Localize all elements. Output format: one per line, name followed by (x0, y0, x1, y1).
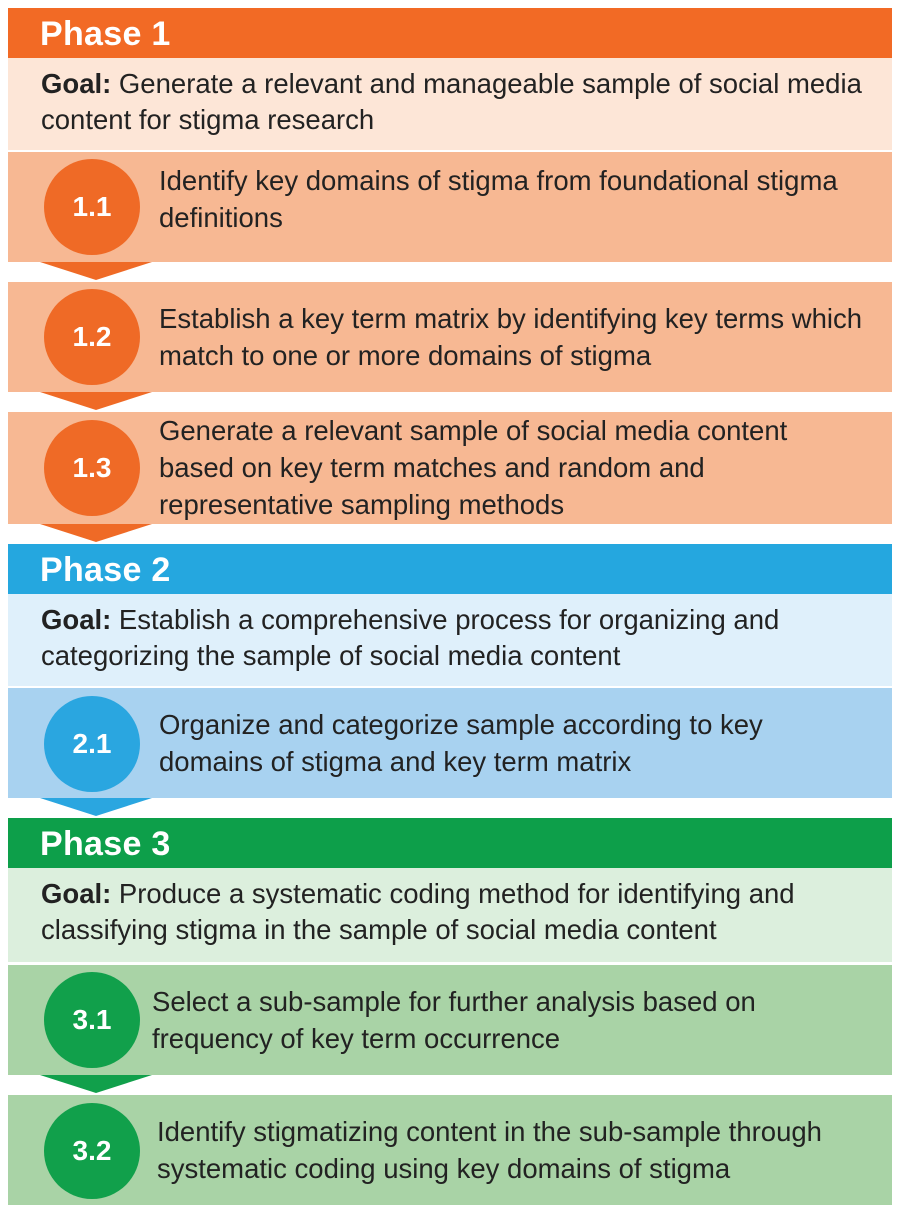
phase-2-title: Phase 2 (40, 551, 171, 589)
flow-arrow-icon (40, 798, 152, 816)
step-number-badge: 1.3 (44, 420, 140, 516)
step-1-3 (8, 412, 892, 524)
phase-2-goal (8, 594, 892, 686)
flow-arrow-icon (40, 262, 152, 280)
flow-arrow-icon (40, 1075, 152, 1093)
step-text: Select a sub-sample for further analysis based on frequency of key term occurrence (152, 986, 756, 1054)
step-text: Generate a relevant sample of social media content based on key term matches and random and representative sampling methods (159, 415, 788, 520)
step-text: Establish a key term matrix by identifying key terms which match to one or more domains of stigma (159, 303, 863, 371)
phase-1-header (8, 8, 892, 58)
phase-2-goal-text: Establish a comprehensive process for organizing and categorizing the sample of social media content (41, 604, 780, 671)
flow-arrow-icon (40, 524, 152, 542)
phase-2-goal-label: Goal: (41, 604, 112, 635)
step-text: Organize and categorize sample according to key domains of stigma and key term matrix (159, 709, 763, 777)
step-number-badge: 2.1 (44, 696, 140, 792)
phase-3-goal-label: Goal: (41, 878, 112, 909)
phase-1-goal-label: Goal: (41, 68, 112, 99)
step-3-1 (8, 965, 892, 1075)
step-number-badge: 1.1 (44, 159, 140, 255)
phase-1-goal (8, 58, 892, 150)
phase-2-header (8, 544, 892, 594)
flow-arrow-icon (40, 392, 152, 410)
step-1-2 (8, 282, 892, 392)
step-text: Identify key domains of stigma from foundational stigma definitions (159, 165, 838, 233)
step-3-2 (8, 1095, 892, 1205)
phase-3-title: Phase 3 (40, 825, 171, 863)
step-2-1 (8, 688, 892, 798)
step-number-badge: 3.1 (44, 972, 140, 1068)
phase-3-goal (8, 868, 892, 962)
step-number-badge: 1.2 (44, 289, 140, 385)
phase-3-goal-text: Produce a systematic coding method for identifying and classifying stigma in the sample of social media content (41, 878, 795, 945)
step-text: Identify stigmatizing content in the sub-sample through systematic coding using key domains of stigma (157, 1116, 822, 1184)
phase-1-title: Phase 1 (40, 15, 171, 53)
step-1-1 (8, 152, 892, 262)
phase-1-goal-text: Generate a relevant and manageable sample of social media content for stigma research (41, 68, 862, 135)
phase-3-header (8, 818, 892, 868)
step-number-badge: 3.2 (44, 1103, 140, 1199)
